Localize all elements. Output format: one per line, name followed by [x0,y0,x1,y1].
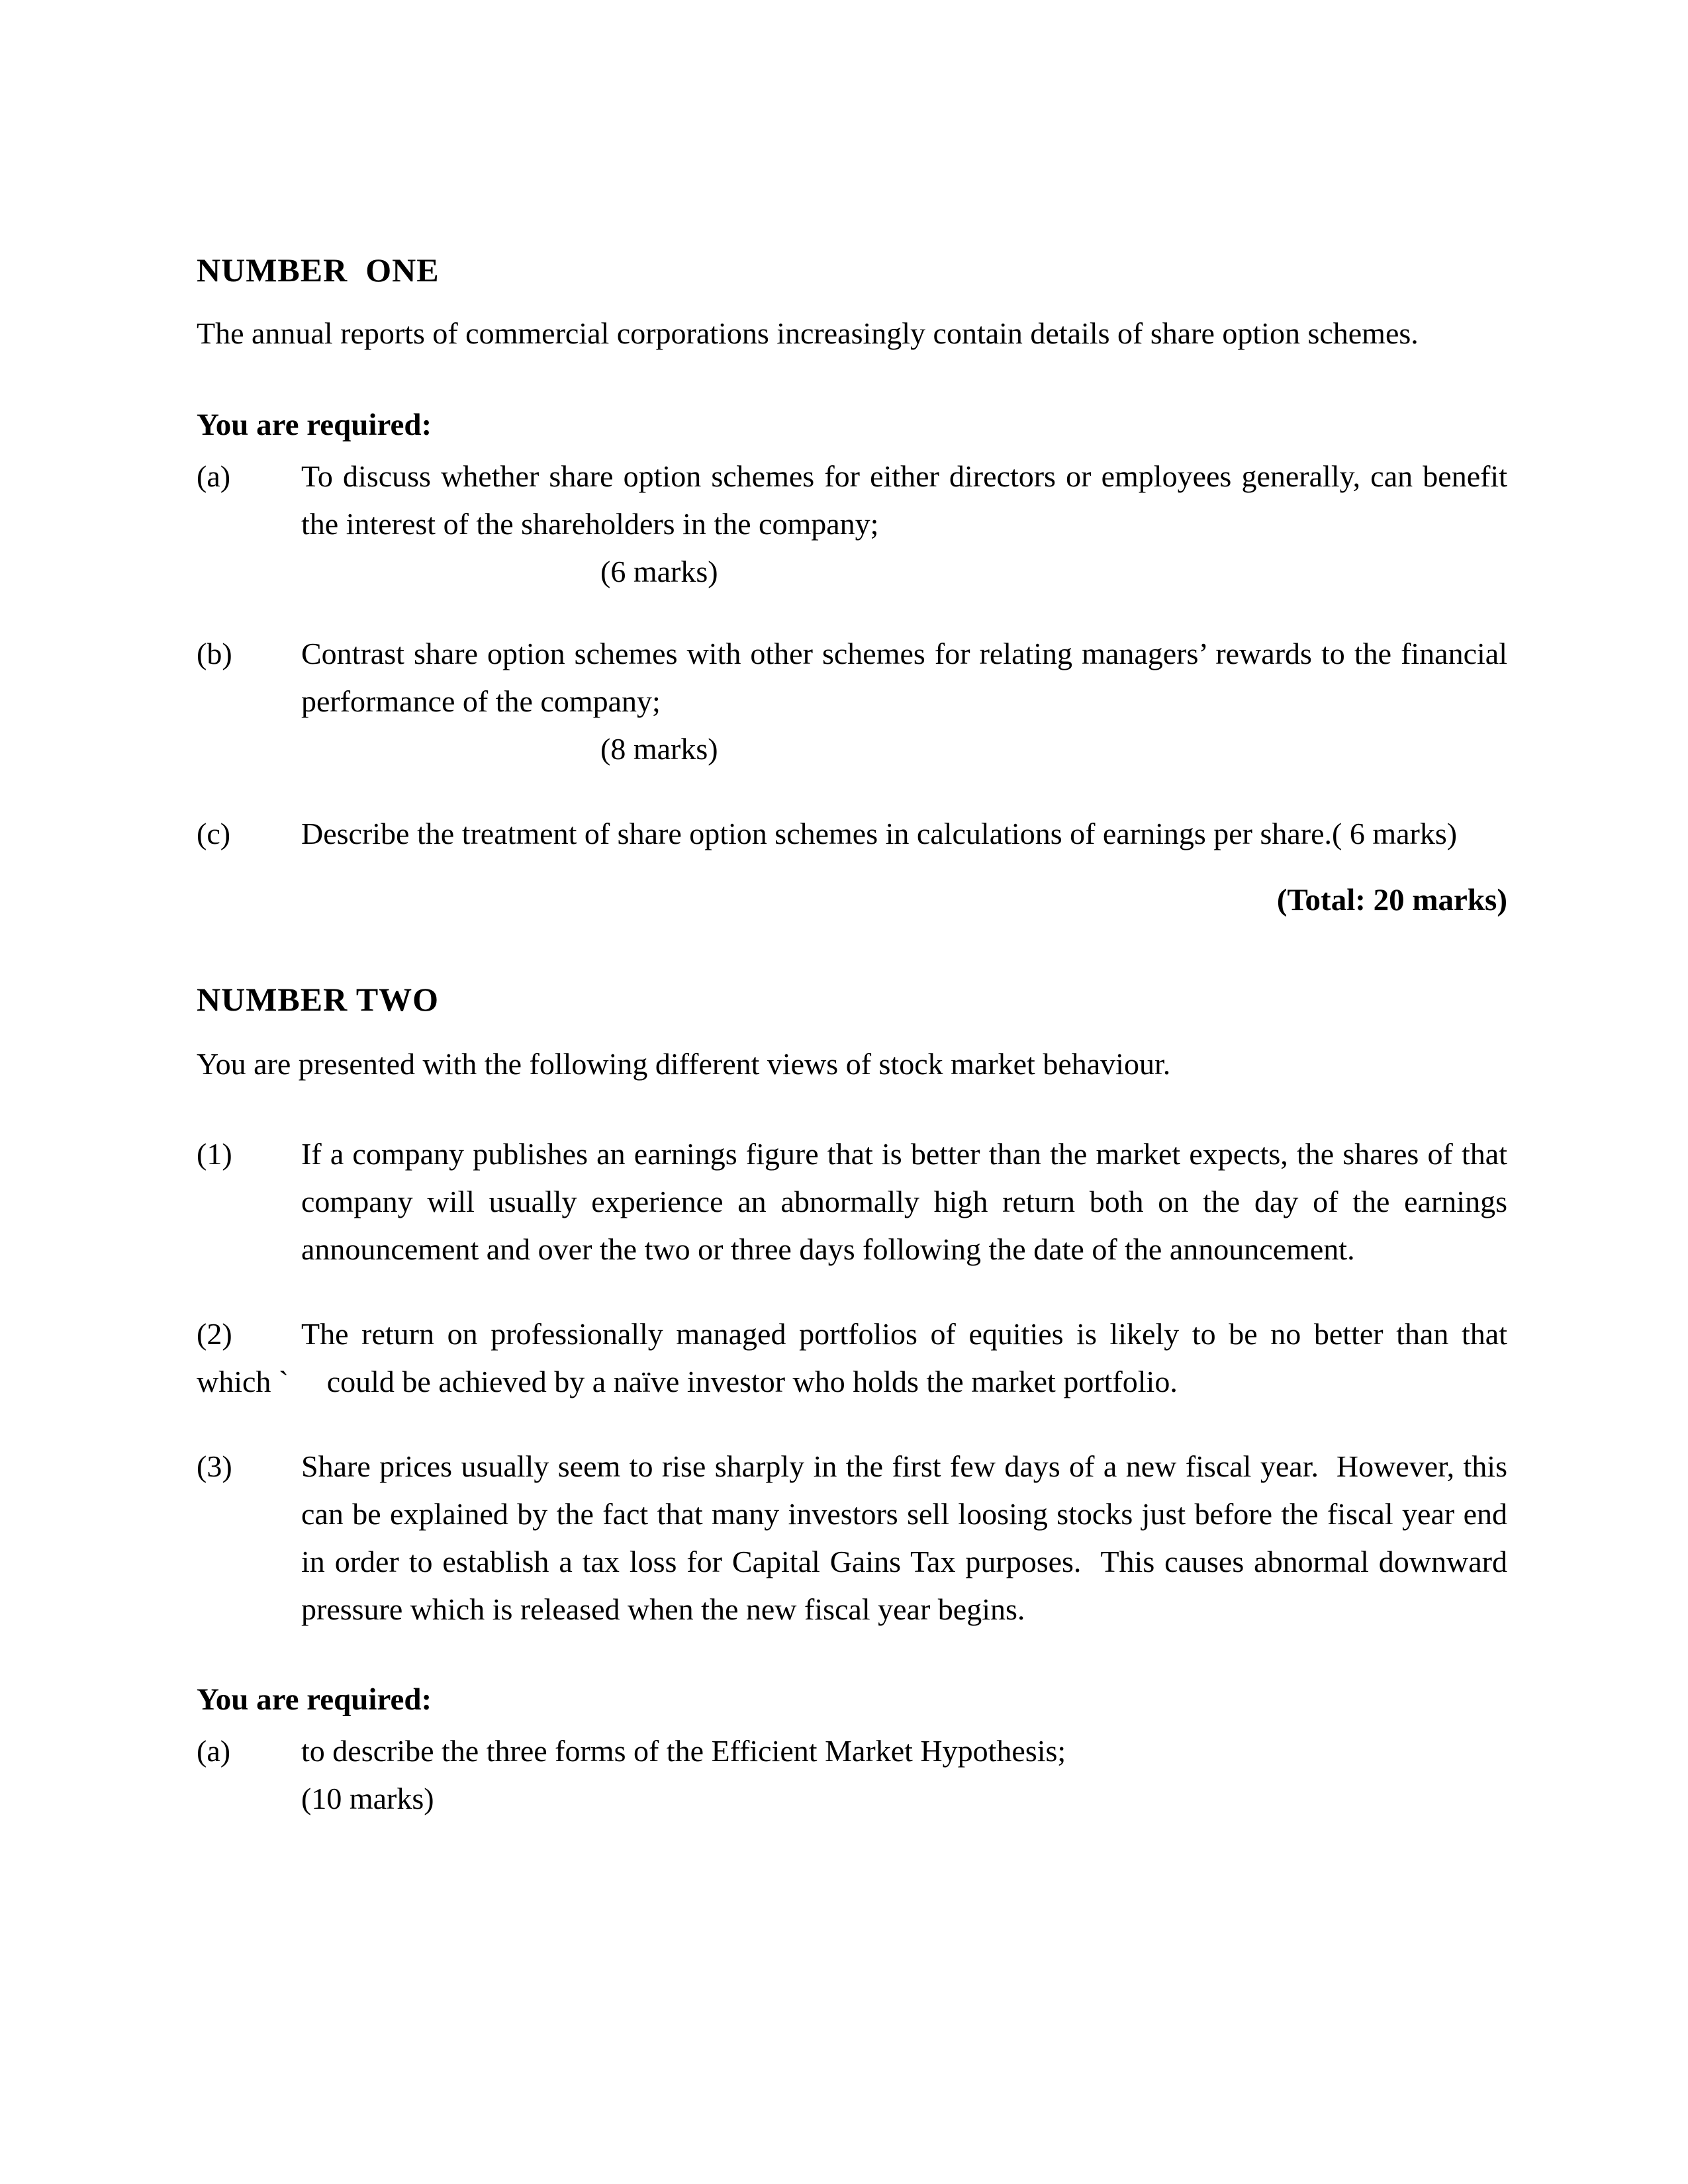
question-2a-text: to describe the three forms of the Efficient Market Hypothesis; [301,1734,1066,1768]
question-1a-marks: (6 marks) [600,555,718,588]
question-2a-label: (a) [197,1734,231,1768]
section-one-required-label: You are required: [197,408,432,442]
question-1c-text: Describe the treatment of share option schemes in calculations of earnings per share.( 6 marks) [301,817,1458,850]
section-one-intro: The annual reports of commercial corporations increasingly contain details of share option schemes. [197,316,1419,350]
view-3-label: (3) [197,1449,232,1483]
view-1-label: (1) [197,1137,232,1171]
question-1a-text: To discuss whether share option schemes for either directors or employees generally, can benefit the interest of the shareholders in the company; [301,459,1507,541]
section-two-intro: You are presented with the following different views of stock market behaviour. [197,1047,1171,1081]
question-2a-marks: (10 marks) [301,1782,434,1815]
section-one-heading: NUMBER ONE [197,251,440,289]
question-1a [197,453,1507,596]
section-one-total: (Total: 20 marks) [1276,883,1507,917]
view-3-text: Share prices usually seem to rise sharply in the first few days of a new fiscal year. However, this can be explained by the fact that many investors sell loosing stocks just before the fiscal year end in order to establish a tax loss for Capital Gains Tax purposes. This causes abnormal downward pressure which is released when the new fiscal year begins. [301,1449,1507,1626]
question-1c-label: (c) [197,817,231,850]
question-1c [197,810,1507,858]
view-2-label: (2) [197,1317,232,1351]
view-1-text: If a company publishes an earnings figure that is better than the market expects, the shares of that company will usually experience an abnormally high return both on the day of the earnings announcement and over the two or three days following the date of the announcement. [301,1137,1507,1266]
question-1b-label: (b) [197,637,232,670]
question-1b-marks: (8 marks) [600,732,718,766]
view-3 [197,1443,1507,1633]
view-2 [197,1310,1507,1406]
view-2-text: The return on professionally managed portfolios of equities is likely to be no better than that which ` could be achieved by a naïve investor who holds the market portfolio. [197,1317,1507,1398]
question-1b [197,630,1507,773]
question-1a-label: (a) [197,459,231,493]
view-1 [197,1130,1507,1273]
question-1b-text: Contrast share option schemes with other schemes for relating managers’ rewards to the financial performance of the company; [301,637,1507,718]
section-two-required-label: You are required: [197,1682,432,1717]
section-two-heading: NUMBER TWO [197,981,440,1018]
question-2a [197,1727,1507,1823]
